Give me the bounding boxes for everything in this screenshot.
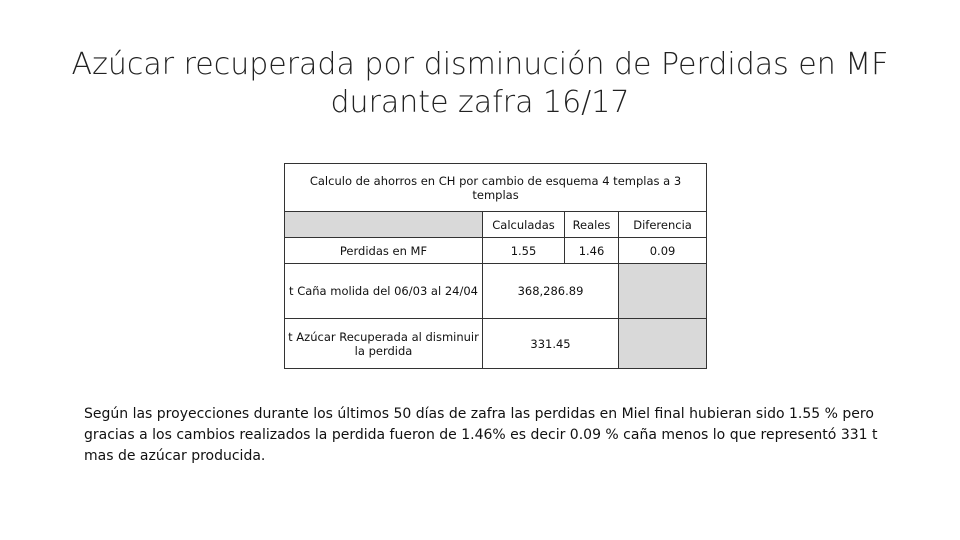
cell-perdidas-diferencia: 0.09	[619, 238, 707, 264]
cell-cana-empty	[619, 264, 707, 319]
cell-perdidas-calculadas: 1.55	[483, 238, 565, 264]
row-label-azucar: t Azúcar Recuperada al disminuir la perdida	[285, 319, 483, 369]
cell-azucar-empty	[619, 319, 707, 369]
cell-cana-value: 368,286.89	[483, 264, 619, 319]
summary-paragraph: Según las proyecciones durante los últimos 50 días de zafra las perdidas en Miel final hubieran sido 1.55 % pero gracias a los cambios realizados la perdida fueron de 1.46% es decir 0.09 % caña menos lo que representó 331 t mas de azúcar producida.	[84, 406, 878, 464]
header-diferencia: Diferencia	[619, 212, 707, 238]
cell-perdidas-reales: 1.46	[565, 238, 619, 264]
header-empty-cell	[285, 212, 483, 238]
table-caption	[285, 164, 707, 212]
table-caption-text: Calculo de ahorros en CH por cambio de esquema 4 templas a 3 templas	[309, 173, 682, 202]
row-label-perdidas: Perdidas en MF	[285, 238, 483, 264]
savings-table	[284, 163, 707, 369]
cell-azucar-value: 331.45	[483, 319, 619, 369]
row-label-cana: t Caña molida del 06/03 al 24/04	[285, 264, 483, 319]
slide-title-line-1: Azúcar recuperada por disminución de Perdidas en MF	[71, 47, 889, 82]
header-reales: Reales	[565, 212, 619, 238]
header-calculadas: Calculadas	[483, 212, 565, 238]
slide-title	[60, 46, 900, 122]
slide-title-line-2: durante zafra 16/17	[330, 85, 630, 120]
